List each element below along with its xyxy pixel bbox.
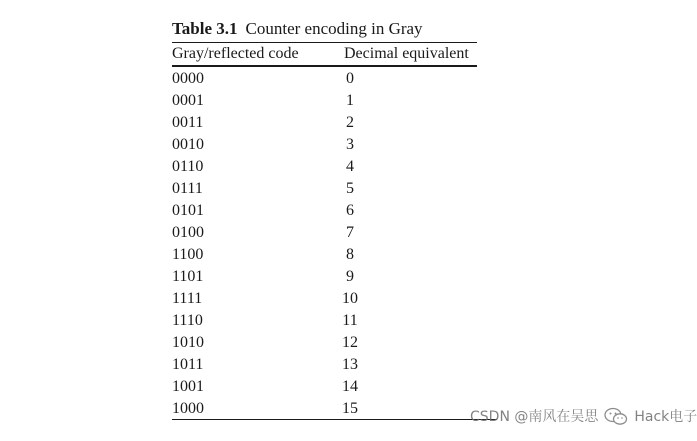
cell-decimal-value: 12 [342, 334, 358, 351]
cell-decimal-value: 15 [342, 400, 358, 417]
table-row [172, 310, 477, 332]
cell-decimal-value: 5 [346, 180, 354, 197]
header-gray-code: Gray/reflected code [172, 45, 299, 62]
cell-decimal-value: 11 [342, 312, 358, 329]
table-row [172, 112, 477, 134]
table-caption-text: Counter encoding in Gray [245, 19, 423, 38]
cell-gray-code: 0111 [172, 180, 203, 197]
cell-gray-code: 0100 [172, 224, 204, 241]
watermark [470, 404, 697, 430]
table-row [172, 90, 477, 112]
cell-decimal-value: 3 [346, 136, 354, 153]
cell-decimal-value: 1 [346, 92, 354, 109]
cell-gray-code: 1110 [172, 312, 203, 329]
table-row [172, 376, 477, 398]
table-row [172, 68, 477, 90]
cell-gray-code: 0001 [172, 92, 204, 109]
cell-gray-code: 1001 [172, 378, 204, 395]
table-row [172, 178, 477, 200]
table-body [172, 68, 477, 420]
cell-decimal-value: 8 [346, 246, 354, 263]
cell-gray-code: 1100 [172, 246, 204, 263]
table-row [172, 156, 477, 178]
cell-decimal-value: 13 [342, 356, 358, 373]
table-row [172, 134, 477, 156]
table-row [172, 222, 477, 244]
cell-decimal-value: 10 [342, 290, 358, 307]
table-row [172, 244, 477, 266]
cell-decimal-value: 9 [346, 268, 354, 285]
cell-decimal-value: 0 [346, 70, 354, 87]
cell-gray-code: 1010 [172, 334, 204, 351]
cell-gray-code: 0101 [172, 202, 204, 219]
wechat-icon [604, 407, 628, 427]
cell-gray-code: 1111 [172, 290, 203, 307]
table-header-row [172, 44, 477, 64]
cell-decimal-value: 6 [346, 202, 354, 219]
cell-gray-code: 1011 [172, 356, 204, 373]
cell-gray-code: 0010 [172, 136, 204, 153]
table-row [172, 332, 477, 354]
cell-decimal-value: 4 [346, 158, 354, 175]
cell-gray-code: 0011 [172, 114, 204, 131]
table-row [172, 288, 477, 310]
cell-gray-code: 0000 [172, 70, 204, 87]
cell-decimal-value: 14 [342, 378, 358, 395]
table-caption [172, 19, 423, 39]
table-row [172, 266, 477, 288]
header-decimal-equivalent: Decimal equivalent [344, 45, 469, 62]
cell-gray-code: 1101 [172, 268, 204, 285]
watermark-overlay-text: Hack电子 [634, 409, 697, 425]
table-row [172, 398, 477, 420]
cell-decimal-value: 7 [346, 224, 354, 241]
cell-decimal-value: 2 [346, 114, 354, 131]
table-caption-label: Table 3.1 [172, 19, 238, 38]
cell-gray-code: 1000 [172, 400, 204, 417]
table-row [172, 200, 477, 222]
table-row [172, 354, 477, 376]
watermark-text: CSDN @南风在吴思 [470, 409, 599, 425]
cell-gray-code: 0110 [172, 158, 204, 175]
table-top-rule [172, 42, 477, 43]
table-bottom-rule [172, 419, 497, 420]
table-header-rule [172, 65, 477, 67]
